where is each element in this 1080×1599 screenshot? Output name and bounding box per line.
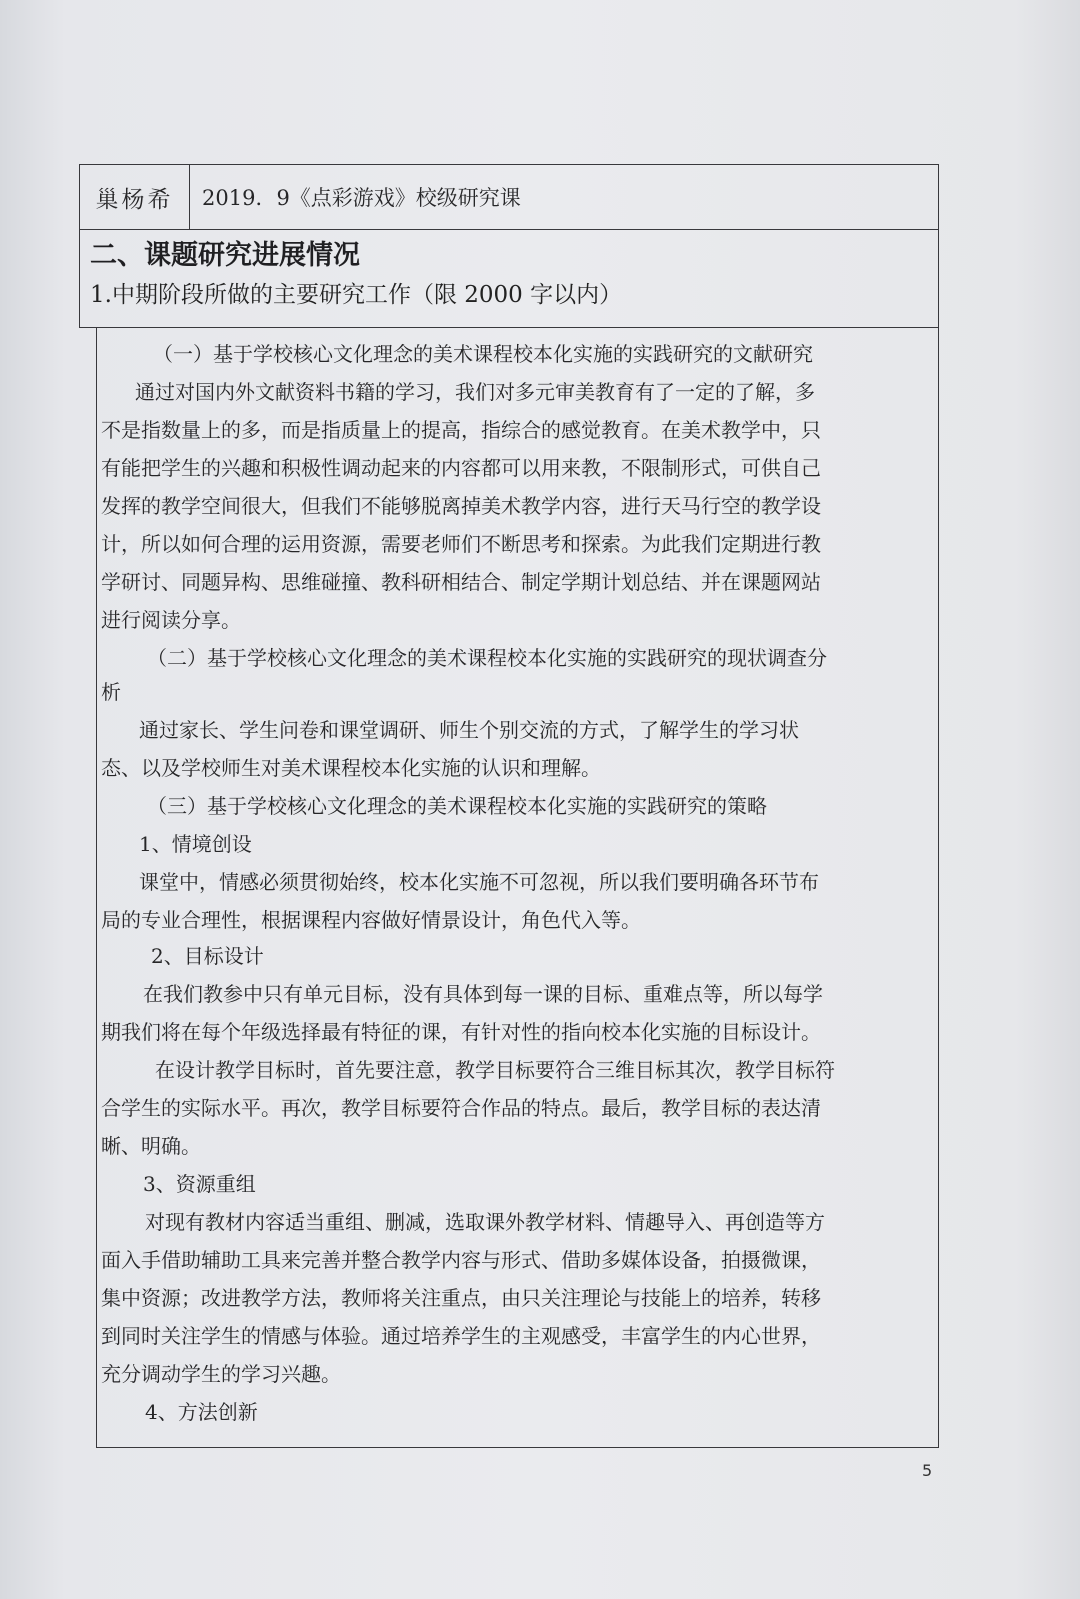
paragraph-line: 发挥的教学空间很大，但我们不能够脱离掉美术教学内容，进行天马行空的教学设 xyxy=(101,494,821,518)
paragraph-line: 态、以及学校师生对美术课程校本化实施的认识和理解。 xyxy=(101,756,601,780)
researcher-name: 巢杨希 xyxy=(80,165,190,229)
paragraph-line: 合学生的实际水平。再次，教学目标要符合作品的特点。最后，教学目标的表达清 xyxy=(101,1096,821,1120)
page-number: 5 xyxy=(922,1461,933,1480)
paragraph-line: 进行阅读分享。 xyxy=(101,608,241,632)
paragraph-line: 有能把学生的兴趣和积极性调动起来的内容都可以用来教，不限制形式，可供自己 xyxy=(101,456,821,480)
paragraph-line: 对现有教材内容适当重组、删减，选取课外教学材料、情趣导入、再创造等方 xyxy=(145,1210,825,1234)
paragraph-line: 在我们教参中只有单元目标，没有具体到每一课的目标、重难点等，所以每学 xyxy=(143,982,823,1006)
section-subtitle: 1.中期阶段所做的主要研究工作（限 2000 字以内） xyxy=(90,282,623,308)
paragraph-line: 课堂中，情感必须贯彻始终，校本化实施不可忽视，所以我们要明确各环节布 xyxy=(139,870,819,894)
paragraph-line: 晰、明确。 xyxy=(101,1134,201,1158)
section-heading-box xyxy=(79,230,939,328)
heading-part-1: （一）基于学校核心文化理念的美术课程校本化实施的实践研究的文献研究 xyxy=(153,342,813,366)
paragraph-line: 通过家长、学生问卷和课堂调研、师生个别交流的方式，了解学生的学习状 xyxy=(139,718,799,742)
paragraph-line: 充分调动学生的学习兴趣。 xyxy=(101,1362,341,1386)
paragraph-line: 析 xyxy=(101,680,121,704)
section-title: 二、课题研究进展情况 xyxy=(90,240,360,271)
heading-part-2: （二）基于学校核心文化理念的美术课程校本化实施的实践研究的现状调查分 xyxy=(147,646,827,670)
paragraph-line: 集中资源；改进教学方法，教师将关注重点，由只关注理论与技能上的培养，转移 xyxy=(101,1286,821,1310)
subheading-goal: 2、目标设计 xyxy=(151,944,264,968)
subheading-situation: 1、情境创设 xyxy=(139,832,252,856)
header-row xyxy=(79,164,939,230)
paragraph-line: 不是指数量上的多，而是指质量上的提高，指综合的感觉教育。在美术教学中，只 xyxy=(101,418,821,442)
paragraph-line: 局的专业合理性，根据课程内容做好情景设计，角色代入等。 xyxy=(101,908,641,932)
paragraph-line: 学研讨、同题异构、思维碰撞、教科研相结合、制定学期计划总结、并在课题网站 xyxy=(101,570,821,594)
paragraph-line: 到同时关注学生的情感与体验。通过培养学生的主观感受，丰富学生的内心世界， xyxy=(101,1324,821,1348)
paragraph-line: 通过对国内外文献资料书籍的学习，我们对多元审美教育有了一定的了解，多 xyxy=(135,380,815,404)
course-record: 2019．9《点彩游戏》校级研究课 xyxy=(202,186,521,210)
heading-part-3: （三）基于学校核心文化理念的美术课程校本化实施的实践研究的策略 xyxy=(147,794,767,818)
paragraph-line: 在设计教学目标时，首先要注意，教学目标要符合三维目标其次，教学目标符 xyxy=(155,1058,835,1082)
subheading-method: 4、方法创新 xyxy=(145,1400,258,1424)
paragraph-line: 面入手借助辅助工具来完善并整合教学内容与形式、借助多媒体设备，拍摄微课， xyxy=(101,1248,821,1272)
subheading-resource: 3、资源重组 xyxy=(143,1172,256,1196)
paragraph-line: 期我们将在每个年级选择最有特征的课，有针对性的指向校本化实施的目标设计。 xyxy=(101,1020,821,1044)
content-box xyxy=(96,328,939,1448)
paragraph-line: 计，所以如何合理的运用资源，需要老师们不断思考和探索。为此我们定期进行教 xyxy=(101,532,821,556)
